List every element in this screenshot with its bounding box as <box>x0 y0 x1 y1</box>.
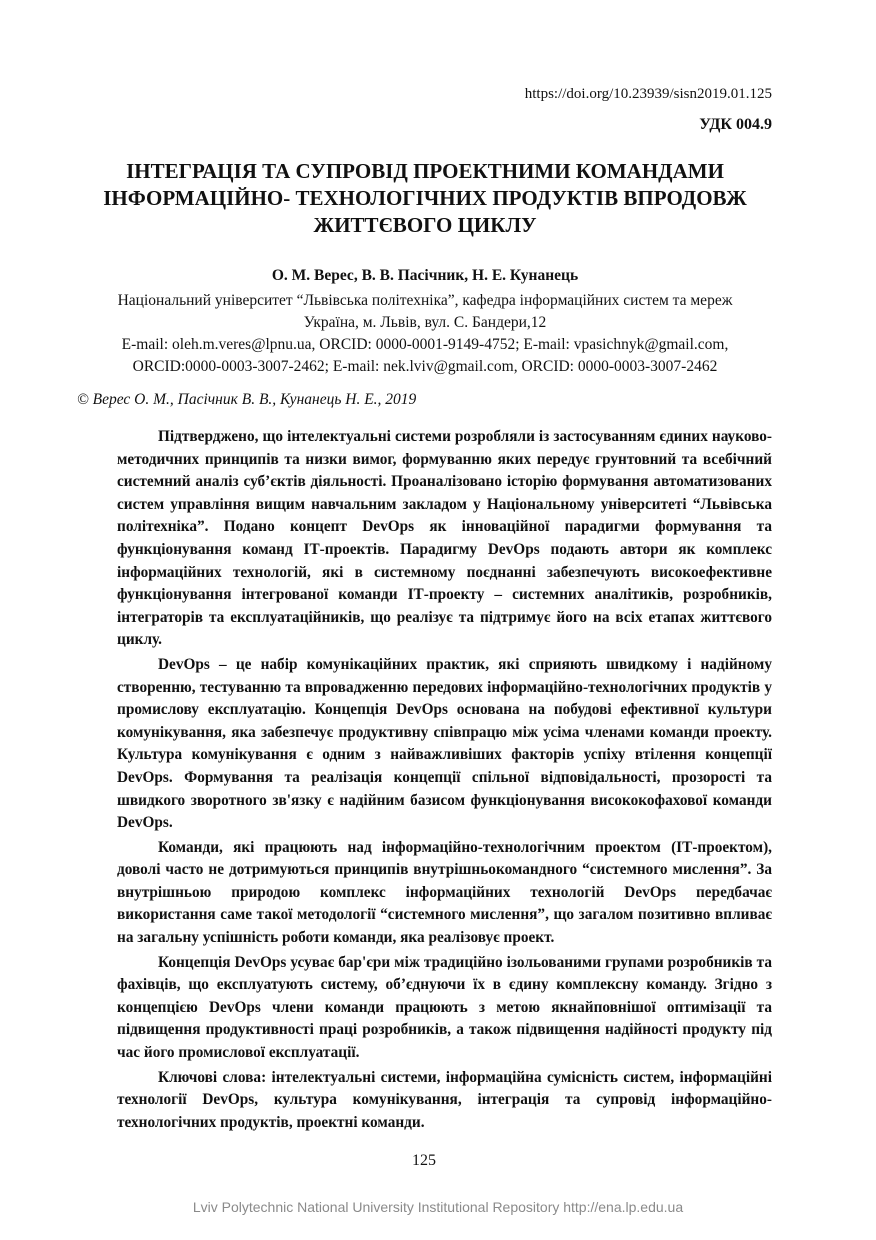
title-line: ЖИТТЄВОГО ЦИКЛУ <box>313 213 537 237</box>
affiliation-line: ORCID:0000-0003-3007-2462; E-mail: nek.lviv@gmail.com, ORCID: 0000-0003-3007-2462 <box>132 358 718 375</box>
copyright: © Верес О. М., Пасічник В. В., Кунанець Н. Е., 2019 <box>77 391 417 408</box>
udk-code: УДК 004.9 <box>699 116 772 133</box>
affiliation-line: Україна, м. Львів, вул. С. Бандери,12 <box>303 314 547 331</box>
abstract-paragraph: Концепція DevOps усуває бар'єри між традиційно ізольованими групами розробників та фахівців, що експлуатують систему, об’єднуючи їх в єдину комплексну команду. Згідно з концепцією DevOps члени команди працюють з метою якнайповнішої оптимізації та підвищення продуктивності праці розробників, а також підвищення надійності продукту під час його промислової експлуатації. <box>117 953 772 1062</box>
abstract-paragraph: DevOps – це набір комунікаційних практик, які сприяють швидкому і надійному створенню, тестуванню та впровадженню передових інформаційно-технологічних продуктів у промислову експлуатацію. Концепція DevOps основана на побудові ефективної культури комунікування, яка забезпечує продуктивну співпрацю між усіма членами команди проекту. Культура комунікування є одним з найважливіших факторів успіху втілення концепції DevOps. Формування та реалізація концепції спільної відповідальності, прозорості та швидкого зворотного зв'язку є надійним базисом функціонування висококофахової команди DevOps. <box>117 655 772 832</box>
abstract-paragraph: Підтверджено, що інтелектуальні системи розробляли із застосуванням єдиних науково-методичних принципів та низки вимог, формуванню яких передує грунтовний та всебічний системний аналіз суб’єктів діяльності. Проаналізовано історію формування автоматизованих систем управління вищим навчальним закладом у Національному університеті “Львівська політехніка”. Подано концепт DevOps як інноваційної парадигми формування та функціонування команд ІТ-проектів. Парадигму DevOps подають автори як комплекс інформаційних технологій, які в системному поєднанні забезпечують високоефективне функціонування інтегрованої команди ІТ-проекту – системних аналітиків, розробників, інтеграторів та експлуатаційників, що реалізує та підтримує його на всіх етапах життєвого циклу. <box>117 428 772 649</box>
paper-title <box>80 158 770 239</box>
affiliation-line: E-mail: oleh.m.veres@lpnu.ua, ORCID: 0000-0001-9149-4752; E-mail: vpasichnyk@gmail.com, <box>121 336 729 353</box>
page-number: 125 <box>412 1152 436 1169</box>
abstract-paragraph: Команди, які працюють над інформаційно-технологічним проектом (ІТ-проектом), доволі часто не дотримуються принципів внутрішньокомандного “системного мислення”. За внутрішньою природою комплекс інформаційних технологій DevOps передбачає використання саме такої методології “системного мислення”, що загалом позитивно впливає на загальну успішність роботи команди, яка реалізовує проект. <box>117 838 772 947</box>
authors: О. М. Верес, В. В. Пасічник, Н. Е. Кунанець <box>271 267 579 284</box>
keywords-text: інтелектуальні системи, інформаційна сумісність систем, інформаційні технології DevOps, культура комунікування, інтеграція та супровід інформаційно- технологічних продуктів, проектні команди. <box>117 1068 772 1131</box>
doi-link[interactable]: https://doi.org/10.23939/sisn2019.01.125 <box>524 86 772 102</box>
keywords <box>117 1067 772 1135</box>
title-line: ІНТЕГРАЦІЯ ТА СУПРОВІД ПРОЕКТНИМИ КОМАНДАМИ <box>126 159 724 183</box>
abstract <box>117 426 772 1136</box>
affiliation-line: Національний університет “Львівська політехніка”, кафедра інформаційних систем та мереж <box>117 292 733 309</box>
keywords-label: Ключові слова: <box>158 1068 267 1086</box>
title-line: ІНФОРМАЦІЙНО- ТЕХНОЛОГІЧНИХ ПРОДУКТІВ ВПРОДОВЖ <box>103 186 747 210</box>
repository-footer[interactable]: Lviv Polytechnic National University Institutional Repository http://ena.lp.edu.ua <box>192 1199 684 1215</box>
affiliation <box>60 290 790 378</box>
